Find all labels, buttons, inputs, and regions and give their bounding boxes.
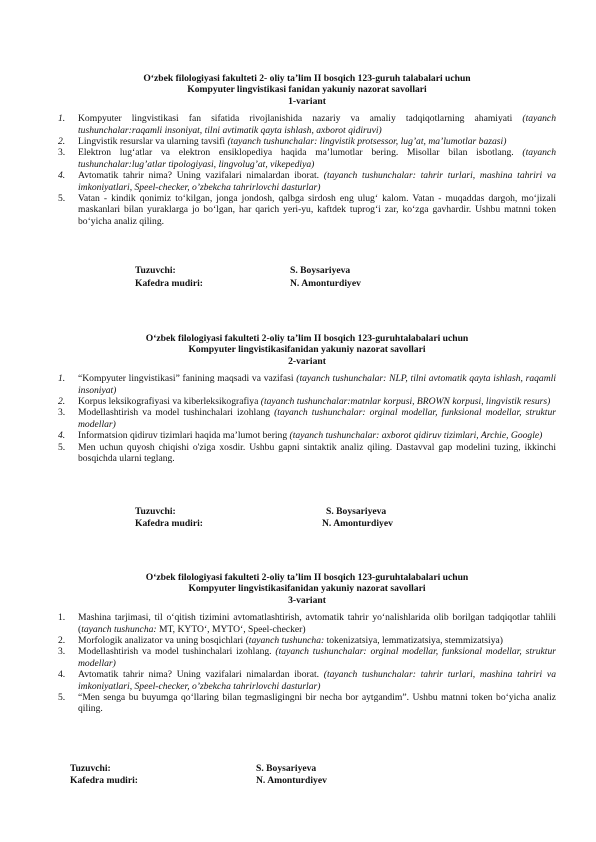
head-name: N. Amonturdiyev xyxy=(322,518,393,529)
question-hint: (tayanch tushunchalar:raqamli insoniyat, tilni avtimatik qayta ishlash, axborot qidiruvi) xyxy=(78,113,556,136)
question-number: 4. xyxy=(58,170,66,182)
faculty-title: O‘zbek filologiyasi fakulteti 2-oliy ta’lim II bosqich 123-guruhtalabalari uchun xyxy=(145,572,469,583)
compiler-name: S. Boysariyeva xyxy=(326,506,387,517)
question-text: Mashina tarjimasi, til o‘qitish tizimini avtomatlashtirish, avtomatik tahrir yo‘nalishlarida olib borilgan tadqiqotlar tahlili ( xyxy=(78,612,556,635)
question-hint: (tayanch tushunchalar: axborot qidiruv tizimlari, Archie, Google) xyxy=(289,430,543,442)
compiler-name: S. Boysariyeva xyxy=(256,763,317,774)
variant-label: 1-variant xyxy=(288,95,326,107)
question-text: Modellashtirish va model tushinchalari izohlang xyxy=(78,407,275,419)
question-item xyxy=(58,612,556,635)
question-number: 4. xyxy=(58,430,66,442)
variant-2-section xyxy=(58,333,556,464)
course-title: Kompyuter lingvistikasi fanidan yakuniy nazorat savollari xyxy=(187,84,427,96)
question-item xyxy=(58,396,556,407)
question-number: 2. xyxy=(58,136,66,148)
question-number: 1. xyxy=(58,113,66,125)
question-item xyxy=(58,407,556,430)
course-title: Kompyuter lingvistikasifanidan yakuniy nazorat savollari xyxy=(188,583,426,595)
question-text: Morfologik analizator va uning bosqichlari ( xyxy=(78,635,249,647)
question-item xyxy=(58,113,556,136)
compiler-name: S. Boysariyeva xyxy=(290,265,351,276)
question-text: Men uchun quyosh chiqishi o'ziga xosdir. Ushbu gapni sintaktik analiz qiling. Dastavval gap modelini tuzing, ikkinchi bosqichda ularni teglang. xyxy=(78,441,556,465)
question-text: “Kompyuter lingvistikasi” fanining maqsadi va vazifasi xyxy=(78,373,297,385)
question-number: 2. xyxy=(58,396,66,408)
question-hint: (tayanch tushunchalar: orginal modellar, funksional modellar, struktur modellar) xyxy=(78,407,556,430)
variant-3-header xyxy=(58,572,556,606)
question-hint: (tayanch tushunchalar: orginal modellar, funksional modellar, struktur modellar) xyxy=(78,646,556,669)
question-item xyxy=(58,373,556,396)
head-name: N. Amonturdiyev xyxy=(256,775,327,786)
variant-label: 2-variant xyxy=(288,355,326,367)
question-list xyxy=(58,373,556,464)
question-item xyxy=(58,170,556,193)
question-terms: tokenizatsiya, lemmatizatsiya, stemmizatsiya) xyxy=(324,635,503,647)
question-item xyxy=(58,669,556,692)
question-number: 3. xyxy=(58,646,66,658)
question-item xyxy=(58,147,556,170)
question-item xyxy=(58,442,556,465)
question-text: Avtomatik tahrir nima? Uning vazifalari nimalardan iborat. xyxy=(78,170,324,182)
question-text: Avtomatik tahrir nima? Uning vazifalari nimalardan iborat. xyxy=(78,669,324,681)
question-item xyxy=(58,635,556,646)
variant-2-header xyxy=(58,333,556,367)
variant-label: 3-variant xyxy=(288,594,326,606)
question-number: 5. xyxy=(58,193,66,205)
question-hint: (tayanch tushunchalar: NLP, tilni avtomatik qayta ishlash, raqamli insoniyat) xyxy=(78,373,556,396)
question-text: Modellashtirish va model tushinchalari izohlang. xyxy=(78,646,276,658)
question-terms: MT, KYTO‘, MYTO‘, Speel-checker) xyxy=(156,623,306,635)
variant-3-section xyxy=(58,572,556,715)
question-text: Lingvistik resurslar va ularning tavsifi xyxy=(78,136,228,148)
question-number: 2. xyxy=(58,635,66,647)
compiler-label: Tuzuvchi: xyxy=(135,265,176,276)
compiler-label: Tuzuvchi: xyxy=(70,763,111,774)
question-item xyxy=(58,430,556,441)
question-text: Informatsion qidiruv tizimlari haqida ma’lumot bering xyxy=(78,430,290,442)
question-text: Korpus leksikografiyasi va kiberleksikografiya xyxy=(78,396,261,408)
compiler-label: Tuzuvchi: xyxy=(135,506,176,517)
question-number: 1. xyxy=(58,612,66,624)
question-hint: tayanch tushuncha: xyxy=(248,635,325,647)
question-number: 3. xyxy=(58,147,66,159)
faculty-title: O‘zbek filologiyasi fakulteti 2-oliy ta’lim II bosqich 123-guruhtalabalari uchun xyxy=(145,333,469,344)
question-list xyxy=(58,113,556,227)
course-title: Kompyuter lingvistikasifanidan yakuniy nazorat savollari xyxy=(188,344,426,356)
question-number: 5. xyxy=(58,441,66,453)
question-text: Elektron lug‘atlar va elektron ensiklopediya haqida ma’lumotlar bering. Misollar bilan isbotlang. xyxy=(78,147,523,159)
question-hint: (tayanch tushunchalar: tahrir turlari, mashina tahriri va imkoniyatlari, Speel-checker, o’zbekcha tahrirlovchi dasturlar) xyxy=(78,170,556,193)
question-item xyxy=(58,692,556,715)
head-label: Kafedra mudiri: xyxy=(135,278,203,289)
question-text: “Men senga bu buyumga qo‘llaring bilan tegmasligingni bir necha bor aytgandim”. Ushbu matnni token bo‘yicha analiz qiling. xyxy=(78,692,556,715)
question-item xyxy=(58,136,556,147)
head-label: Kafedra mudiri: xyxy=(135,518,203,529)
question-hint: tayanch tushuncha: xyxy=(81,623,157,635)
question-text: Vatan - kindik qonimiz to‘kilgan, jonga jondosh, qalbga sirdosh eng ulug‘ kalom. Vatan - muqaddas dargoh, mo‘jizali maskanlari bilan yuraklarga jo bo‘lgan, har qarich yeri-yu, kaftdek tuprog‘i zar, ko‘zga gavhardir. Ushbu matnni token bo‘yicha analiz qiling. xyxy=(78,193,556,227)
question-hint: (tayanch tushunchalar: lingvistik protsessor, lug’at, ma’lumotlar bazasi) xyxy=(227,136,507,148)
question-item xyxy=(58,193,556,227)
question-item xyxy=(58,646,556,669)
question-hint: (tayanch tushunchalar: tahrir turlari, mashina tahriri va imkoniyatlari, Speel-checker, o’zbekcha tahrirlovchi dasturlar) xyxy=(78,669,556,692)
question-number: 1. xyxy=(58,373,66,385)
question-hint: (tayanch tushunchalar:lug’atlar tipologiyasi, lingvolug’at, vikepediya) xyxy=(78,147,556,170)
question-number: 3. xyxy=(58,407,66,419)
faculty-title: O‘zbek filologiyasi fakulteti 2- oliy ta’lim II bosqich 123-guruh talabalari uchun xyxy=(143,73,471,84)
head-label: Kafedra mudiri: xyxy=(70,775,138,786)
question-text: Kompyuter lingvistikasi fan sifatida rivojlanishida nazariy va amaliy tadqiqotlarning ahamiyati xyxy=(78,113,523,125)
question-list xyxy=(58,612,556,715)
variant-1-header xyxy=(58,73,556,107)
question-number: 5. xyxy=(58,692,66,704)
question-number: 4. xyxy=(58,669,66,681)
question-hint: (tayanch tushunchalar:matnlar korpusi, BROWN korpusi, lingvistik resurs) xyxy=(260,396,551,408)
variant-1-section xyxy=(58,73,556,227)
head-name: N. Amonturdiyev xyxy=(290,278,361,289)
